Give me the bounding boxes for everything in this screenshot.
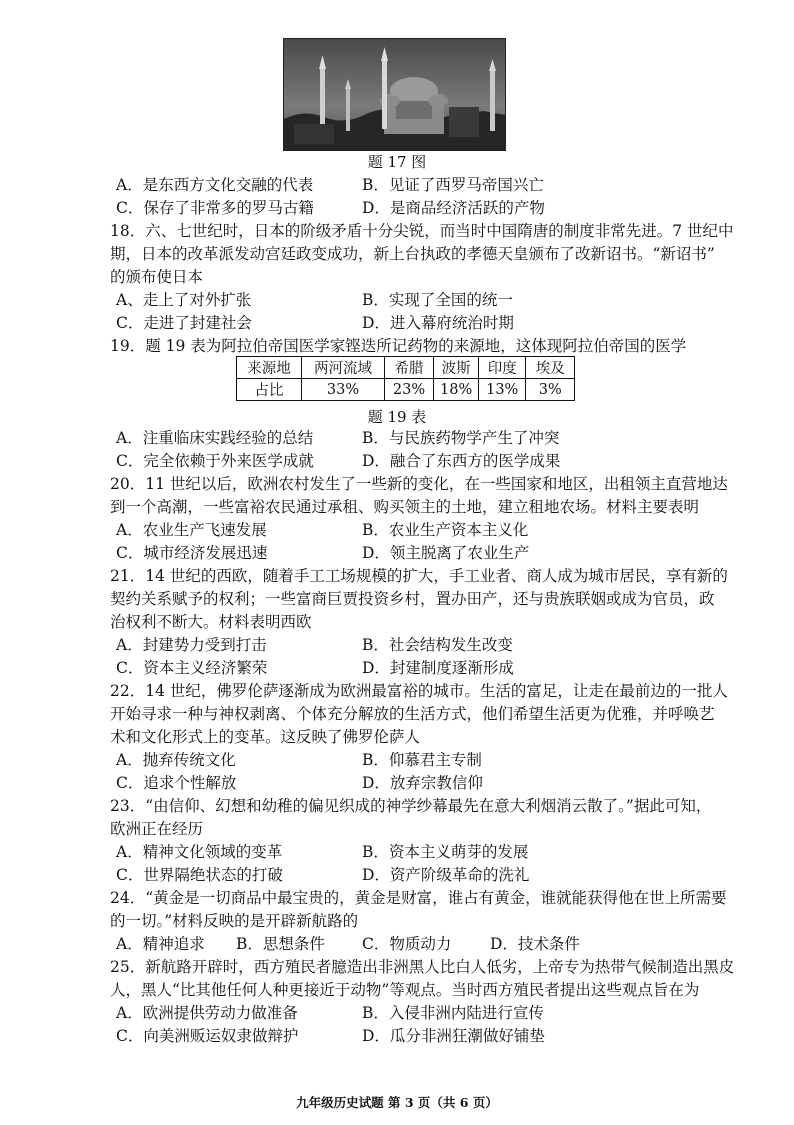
q23-stem-line-1: 23．“由信仰、幻想和幼稚的偏见织成的神学纱幕最先在意大利烟消云散了。”据此可知， bbox=[110, 797, 712, 815]
q23-option-c: C．世界隔绝状态的打破 bbox=[116, 866, 283, 884]
q25-option-b: B．入侵非洲内陆进行宣传 bbox=[362, 1004, 544, 1022]
q18-stem-line-3: 的颁布使日本 bbox=[110, 268, 204, 286]
q17-option-a: A．是东西方文化交融的代表 bbox=[116, 176, 314, 194]
q25-option-d: D．瓜分非洲狂潮做好铺垫 bbox=[362, 1027, 545, 1045]
q19-option-d: D．融合了东西方的医学成果 bbox=[362, 452, 561, 470]
table-header-row bbox=[237, 357, 575, 379]
q23-stem-line-2: 欧洲正在经历 bbox=[110, 820, 204, 838]
q22-option-a: A．抛弃传统文化 bbox=[116, 751, 236, 769]
q20-option-a: A．农业生产飞速发展 bbox=[116, 521, 267, 539]
q24-option-b: B．思想条件 bbox=[236, 935, 325, 953]
q24-option-c: C．物质动力 bbox=[362, 935, 452, 953]
q25-option-c: C．向美洲贩运奴隶做辩护 bbox=[116, 1027, 299, 1045]
q18-option-c: C．走进了封建社会 bbox=[116, 314, 252, 332]
q18-option-a: A、走上了对外扩张 bbox=[116, 291, 252, 309]
table-row bbox=[237, 379, 575, 401]
q20-option-d: D．领主脱离了农业生产 bbox=[362, 544, 530, 562]
q25-stem-line-2: 人，黑人“比其他任何人种更接近于动物”等观点。当时西方殖民者提出这些观点旨在为 bbox=[110, 981, 700, 999]
q20-stem-line-1: 20．11 世纪以后，欧洲农村发生了一些新的变化，在一些国家和地区，出租领主直营地达 bbox=[110, 475, 728, 493]
q21-stem-line-3: 治权利不断大。材料表明西欧 bbox=[110, 613, 312, 631]
q18-option-b: B．实现了全国的统一 bbox=[362, 291, 513, 309]
q24-stem-line-1: 24．“黄金是一切商品中最宝贵的，黄金是财富，谁占有黄金，谁就能获得他在世上所需要 bbox=[110, 889, 727, 907]
q24-option-a: A．精神追求 bbox=[116, 935, 205, 953]
table-cell: 18% bbox=[434, 379, 479, 401]
q21-option-d: D．封建制度逐渐形成 bbox=[362, 659, 514, 677]
q20-stem-line-2: 到一个高潮，一些富裕农民通过承租、购买领主的土地，建立租地农场。材料主要表明 bbox=[110, 498, 700, 516]
q23-option-a: A．精神文化领域的变革 bbox=[116, 843, 283, 861]
q19-table bbox=[236, 356, 575, 401]
page-footer: 九年级历史试题 第 3 页（共 6 页） bbox=[296, 1095, 498, 1110]
table-cell: 印度 bbox=[479, 357, 526, 379]
q22-stem-line-2: 开始寻求一种与神权剥离、个体充分解放的生活方式，他们希望生活更为优雅，并呼唤艺 bbox=[110, 705, 715, 723]
q22-stem-line-3: 术和文化形式上的变革。这反映了佛罗伦萨人 bbox=[110, 728, 421, 746]
q19-option-b: B．与民族药物学产生了冲突 bbox=[362, 429, 560, 447]
hagia-sophia-photo bbox=[283, 38, 506, 151]
q17-option-c: C．保存了非常多的罗马古籍 bbox=[116, 199, 314, 217]
q19-option-c: C．完全依赖于外来医学成就 bbox=[116, 452, 314, 470]
q22-option-b: B．仰慕君主专制 bbox=[362, 751, 482, 769]
q20-option-c: C．城市经济发展迅速 bbox=[116, 544, 268, 562]
q22-option-d: D．放弃宗教信仰 bbox=[362, 774, 483, 792]
q21-option-c: C．资本主义经济繁荣 bbox=[116, 659, 268, 677]
q18-option-d: D．进入幕府统治时期 bbox=[362, 314, 514, 332]
table-cell: 占比 bbox=[237, 379, 302, 401]
q18-stem-line-1: 18．六、七世纪时，日本的阶级矛盾十分尖锐，而当时中国隋唐的制度非常先进。7 世纪中 bbox=[110, 222, 734, 240]
q17-option-b: B．见证了西罗马帝国兴亡 bbox=[362, 176, 544, 194]
q21-option-a: A．封建势力受到打击 bbox=[116, 636, 267, 654]
q25-option-a: A．欧洲提供劳动力做准备 bbox=[116, 1004, 298, 1022]
q24-option-d: D．技术条件 bbox=[490, 935, 580, 953]
q21-stem-line-2: 契约关系赋予的权利；一些富商巨贾投资乡村，置办田产，还与贵族联姻或成为官员，政 bbox=[110, 590, 715, 608]
q17-option-d: D．是商品经济活跃的产物 bbox=[362, 199, 545, 217]
q18-stem-line-2: 期，日本的改革派发动宫廷政变成功，新上台执政的孝德天皇颁布了改新诏书。“新诏书” bbox=[110, 245, 715, 263]
table-cell: 波斯 bbox=[434, 357, 479, 379]
table-cell: 33% bbox=[302, 379, 385, 401]
figure-17-caption: 题 17 图 bbox=[367, 153, 427, 171]
table-cell: 两河流域 bbox=[302, 357, 385, 379]
table-19-caption: 题 19 表 bbox=[367, 408, 427, 426]
table-cell: 希腊 bbox=[385, 357, 434, 379]
q22-option-c: C．追求个性解放 bbox=[116, 774, 237, 792]
table-cell: 13% bbox=[479, 379, 526, 401]
q24-stem-line-2: 的一切。”材料反映的是开辟新航路的 bbox=[110, 912, 359, 930]
q19-stem: 19．题 19 表为阿拉伯帝国医学家铿迭所记药物的来源地，这体现阿拉伯帝国的医学 bbox=[110, 337, 687, 355]
table-cell: 来源地 bbox=[237, 357, 302, 379]
q21-option-b: B．社会结构发生改变 bbox=[362, 636, 513, 654]
table-cell: 埃及 bbox=[526, 357, 575, 379]
q22-stem-line-1: 22．14 世纪，佛罗伦萨逐渐成为欧洲最富裕的城市。生活的富足，让走在最前边的一批人 bbox=[110, 682, 728, 700]
q23-option-d: D．资产阶级革命的洗礼 bbox=[362, 866, 530, 884]
q20-option-b: B．农业生产资本主义化 bbox=[362, 521, 529, 539]
q21-stem-line-1: 21．14 世纪的西欧，随着手工工场规模的扩大，手工业者、商人成为城市居民，享有新的 bbox=[110, 567, 728, 585]
q25-stem-line-1: 25．新航路开辟时，西方殖民者臆造出非洲黑人比白人低劣，上帝专为热带气候制造出黑皮 bbox=[110, 958, 735, 976]
q23-option-b: B．资本主义萌芽的发展 bbox=[362, 843, 529, 861]
table-cell: 3% bbox=[526, 379, 575, 401]
q19-option-a: A．注重临床实践经验的总结 bbox=[116, 429, 314, 447]
table-cell: 23% bbox=[385, 379, 434, 401]
